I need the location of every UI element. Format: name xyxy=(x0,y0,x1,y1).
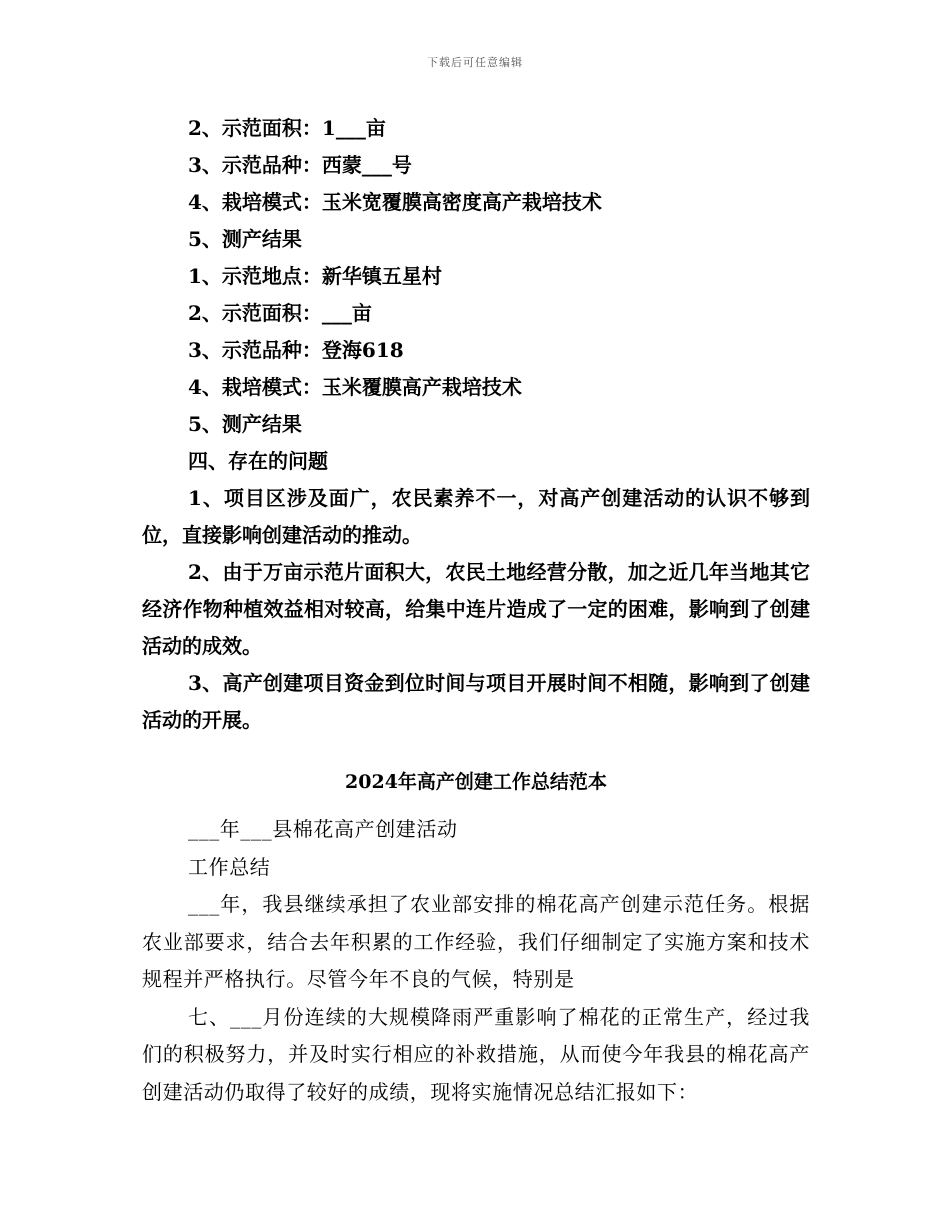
list-item: 1、示范地点：新华镇五星村 xyxy=(188,264,442,288)
page-header: 下载后可任意编辑 xyxy=(427,56,523,69)
list-item: 4、栽培模式：玉米宽覆膜高密度高产栽培技术 xyxy=(188,190,602,214)
list-item: 2、示范面积：1___亩 xyxy=(188,116,386,140)
problem-paragraph: 2、由于万亩示范片面积大，农民土地经营分散，加之近几年当地其它经济作物种植效益相对较高，给集中连片造成了一定的困难，影响到了创建活动的成效。 xyxy=(142,560,810,658)
summary-paragraph: ___年，我县继续承担了农业部安排的棉花高产创建示范任务。根据农业部要求，结合去年积累的工作经验，我们仔细制定了实施方案和技术规程并严格执行。尽管今年不良的气候，特别是 xyxy=(142,892,810,991)
list-item: 5、测产结果 xyxy=(188,227,302,251)
section-demo-results xyxy=(142,110,810,739)
section-heading: 四、存在的问题 xyxy=(188,449,328,473)
list-item: 3、示范品种：西蒙___号 xyxy=(188,153,412,177)
list-item: 4、栽培模式：玉米覆膜高产栽培技术 xyxy=(188,375,522,399)
section-summary xyxy=(142,811,810,1111)
problem-paragraph: 3、高产创建项目资金到位时间与项目开展时间不相随，影响到了创建活动的开展。 xyxy=(142,671,810,732)
summary-paragraph: 七、___月份连续的大规模降雨严重影响了棉花的正常生产，经过我们的积极努力，并及时实行相应的补救措施，从而使今年我县的棉花高产创建活动仍取得了较好的成绩，现将实施情况总结汇报如下： xyxy=(142,1004,810,1104)
summary-paragraph: 工作总结 xyxy=(188,854,271,879)
document-body xyxy=(142,110,810,1111)
list-item: 2、示范面积：___亩 xyxy=(188,301,372,325)
summary-paragraph: ___年___县棉花高产创建活动 xyxy=(188,817,458,841)
list-item: 5、测产结果 xyxy=(188,412,302,436)
document-title: 2024年高产创建工作总结范本 xyxy=(345,771,607,793)
problem-paragraph: 1、项目区涉及面广，农民素养不一，对高产创建活动的认识不够到位，直接影响创建活动的推动。 xyxy=(142,486,810,547)
list-item: 3、示范品种：登海618 xyxy=(188,338,404,362)
